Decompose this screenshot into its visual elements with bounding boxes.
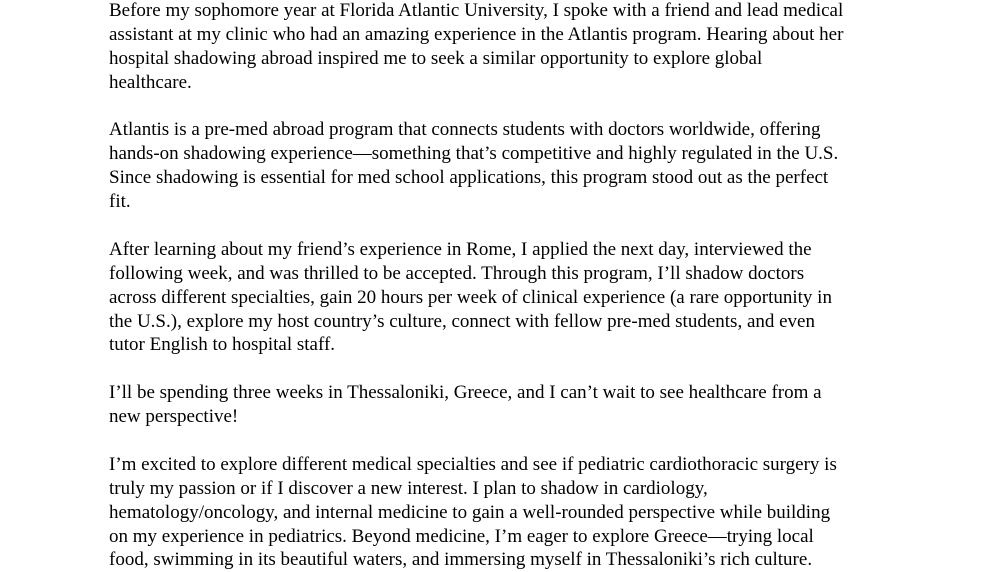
text-line: Since shadowing is essential for med school applications, this program stood out as the perfect	[109, 167, 829, 189]
text-line: the U.S.), explore my host country’s culture, connect with fellow pre-med students, and even	[109, 310, 815, 332]
text-line: hematology/oncology, and internal medicine to gain a well-rounded perspective while building	[109, 501, 831, 523]
text-line: new perspective!	[109, 406, 239, 428]
paragraph-program-description	[109, 118, 899, 214]
text-line: food, swimming in its beautiful waters, and immersing myself in Thessaloniki’s rich culture.	[109, 549, 813, 571]
text-line: After learning about my friend’s experience in Rome, I applied the next day, interviewed the	[109, 238, 812, 260]
text-line: Atlantis is a pre-med abroad program that connects students with doctors worldwide, offering	[109, 119, 821, 141]
paragraph-application	[109, 238, 899, 357]
document-body	[109, 0, 899, 572]
text-line: Before my sophomore year at Florida Atlantic University, I spoke with a friend and lead medical	[109, 0, 844, 21]
text-line: tutor English to hospital staff.	[109, 334, 336, 356]
text-line: following week, and was thrilled to be accepted. Through this program, I’ll shadow doctors	[109, 262, 805, 284]
text-line: on my experience in pediatrics. Beyond medicine, I’m eager to explore Greece—trying local	[109, 525, 814, 547]
paragraph-goals	[109, 453, 899, 572]
text-line: healthcare.	[109, 71, 192, 93]
text-line: I’m excited to explore different medical specialties and see if pediatric cardiothoracic surgery is	[109, 453, 837, 475]
paragraph-destination	[109, 381, 899, 429]
paragraph-program-intro	[109, 0, 899, 95]
text-line: fit.	[109, 191, 131, 213]
text-line: hospital shadowing abroad inspired me to seek a similar opportunity to explore global	[109, 47, 763, 69]
text-line: hands-on shadowing experience—something that’s competitive and highly regulated in the U.S.	[109, 143, 839, 165]
text-line: truly my passion or if I discover a new interest. I plan to shadow in cardiology,	[109, 477, 708, 499]
text-line: across different specialties, gain 20 hours per week of clinical experience (a rare opportunity in	[109, 286, 832, 308]
text-line: I’ll be spending three weeks in Thessaloniki, Greece, and I can’t wait to see healthcare from a	[109, 382, 822, 404]
text-line: assistant at my clinic who had an amazing experience in the Atlantis program. Hearing about her	[109, 23, 844, 45]
